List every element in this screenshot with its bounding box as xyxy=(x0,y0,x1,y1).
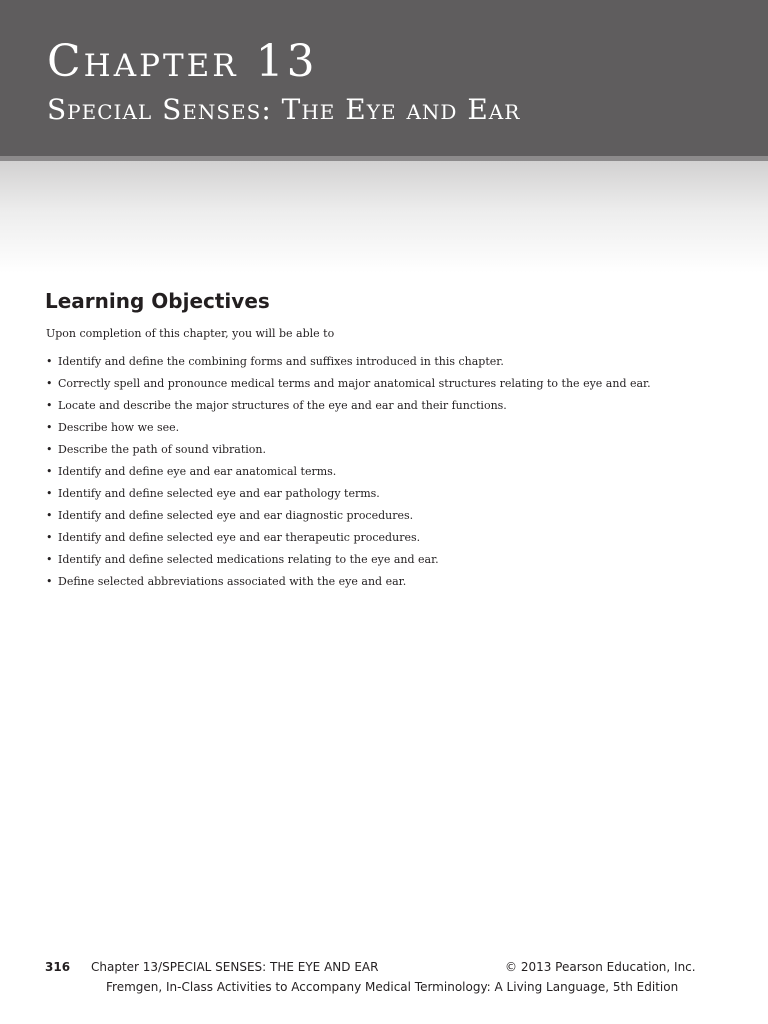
objective-item: • Locate and describe the major structures of the eye and ear and their functions. xyxy=(46,398,651,420)
header-gradient-band xyxy=(0,161,768,273)
learning-objectives-list xyxy=(46,354,651,596)
chapter-subtitle: Special Senses: The Eye and Ear xyxy=(47,93,521,126)
running-head: Chapter 13/SPECIAL SENSES: THE EYE AND EAR xyxy=(91,960,379,974)
objective-item: • Identify and define selected eye and ear diagnostic procedures. xyxy=(46,508,651,530)
objective-item: • Identify and define selected eye and ear therapeutic procedures. xyxy=(46,530,651,552)
objective-item: • Describe how we see. xyxy=(46,420,651,442)
objective-item: • Identify and define selected eye and ear pathology terms. xyxy=(46,486,651,508)
objective-item: • Identify and define eye and ear anatomical terms. xyxy=(46,464,651,486)
objective-item: • Identify and define selected medications relating to the eye and ear. xyxy=(46,552,651,574)
objective-item: • Identify and define the combining forms and suffixes introduced in this chapter. xyxy=(46,354,651,376)
page-number: 316 xyxy=(45,960,71,974)
chapter-header xyxy=(0,0,768,156)
book-credit: Fremgen, In-Class Activities to Accompany Medical Terminology: A Living Language, 5th Edition xyxy=(106,980,679,994)
objective-item: • Describe the path of sound vibration. xyxy=(46,442,651,464)
learning-objectives-title: Learning Objectives xyxy=(45,289,270,313)
objective-item: • Define selected abbreviations associated with the eye and ear. xyxy=(46,574,651,596)
learning-objectives-intro: Upon completion of this chapter, you will be able to xyxy=(46,327,335,340)
copyright-notice: © 2013 Pearson Education, Inc. xyxy=(505,960,696,974)
chapter-title: Chapter 13 xyxy=(47,36,318,87)
objective-item: • Correctly spell and pronounce medical terms and major anatomical structures relating to the eye and ear. xyxy=(46,376,651,398)
